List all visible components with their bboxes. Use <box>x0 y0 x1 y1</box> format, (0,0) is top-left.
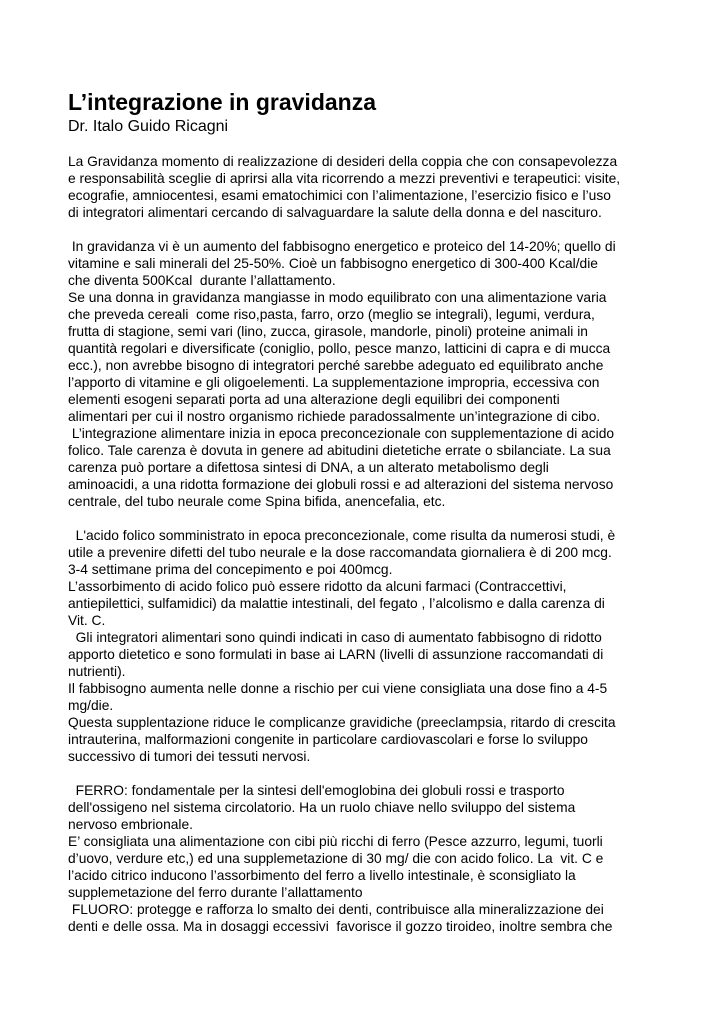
paragraph <box>68 238 668 510</box>
document-body <box>68 153 668 935</box>
text-line: FERRO: fondamentale per la sintesi dell'emoglobina dei globuli rossi e trasporto <box>68 783 565 798</box>
text-line: aminoacidi, a una ridotta formazione dei globuli rossi e ad alterazioni del sistema nervoso <box>68 477 614 492</box>
text-line: denti e delle ossa. Ma in dosaggi eccessivi favorisce il gozzo tiroideo, inoltre sembra che <box>68 919 613 934</box>
paragraph <box>68 153 668 221</box>
text-line: che preveda cereali come riso,pasta, farro, orzo (meglio se integrali), legumi, verdura, <box>68 307 595 322</box>
text-line: E’ consigliata una alimentazione con cibi più ricchi di ferro (Pesce azzurro, legumi, tuorli <box>68 834 603 849</box>
text-line: supplemetazione del ferro durante l’allattamento <box>68 885 363 900</box>
text-line: L'acido folico somministrato in epoca preconcezionale, come risulta da numerosi studi, è <box>68 528 616 543</box>
text-line: antiepilettici, sulfamidici) da malattie intestinali, del fegato , l’alcolismo e dalla carenza di <box>68 596 605 611</box>
text-line: d’uovo, verdure etc,) ed una supplemetazione di 30 mg/ die con acido folico. La vit. C e <box>68 851 604 866</box>
text-line: nervoso embrionale. <box>68 817 194 832</box>
text-line: che diventa 500Kcal durante l’allattamento. <box>68 273 336 288</box>
text-line: l’acido citrico inducono l’assorbimento del ferro a livello intestinale, è sconsigliato la <box>68 868 576 883</box>
text-line: di integratori alimentari cercando di salvaguardare la salute della donna e del nascituro. <box>68 205 602 220</box>
text-line: alimentari per cui il nostro organismo richiede paradossalmente un’integrazione di cibo. <box>68 409 601 424</box>
paragraph-spacer <box>68 765 668 782</box>
text-line: successivo di tumori dei tessuti nervosi. <box>68 749 311 764</box>
text-line: dell'ossigeno nel sistema circolatorio. Ha un ruolo chiave nello sviluppo del sistema <box>68 800 576 815</box>
text-line: nutrienti). <box>68 664 126 679</box>
paragraph-spacer <box>68 221 668 238</box>
text-line: frutta di stagione, semi vari (lino, zucca, girasole, mandorle, pinoli) proteine animali in <box>68 324 588 339</box>
text-line: apporto dietetico e sono formulati in base ai LARN (livelli di assunzione raccomandati di <box>68 647 604 662</box>
text-line: 3-4 settimane prima del concepimento e poi 400mcg. <box>68 562 393 577</box>
text-line: Gli integratori alimentari sono quindi indicati in caso di aumentato fabbisogno di ridotto <box>68 630 602 645</box>
paragraph <box>68 782 668 935</box>
text-line: Questa supplentazione riduce le complicanze gravidiche (preeclampsia, ritardo di crescita <box>68 715 616 730</box>
text-line: L’assorbimento di acido folico può essere ridotto da alcuni farmaci (Contraccettivi, <box>68 579 567 594</box>
text-line: carenza può portare a difettosa sintesi di DNA, a un alterato metabolismo degli <box>68 460 549 475</box>
text-line: folico. Tale carenza è dovuta in genere ad abitudini dietetiche errate o sbilanciate. La sua <box>68 443 611 458</box>
document-title: L’integrazione in gravidanza <box>68 89 377 115</box>
text-line: ecografie, amniocentesi, esami ematochimici con l’alimentazione, l’esercizio fisico e l’uso <box>68 188 611 203</box>
text-line: elementi esogeni separati porta ad una alterazione degli equilibri dei componenti <box>68 392 560 407</box>
text-line: Vit. C. <box>68 613 106 628</box>
text-line: ecc.), non avrebbe bisogno di integratori perché sarebbe adeguato ed equilibrato anche <box>68 358 604 373</box>
document-author: Dr. Italo Guido Ricagni <box>68 118 229 135</box>
text-line: e responsabilità sceglie di aprirsi alla vita ricorrendo a mezzi preventivi e terapeutici: visite, <box>68 171 621 186</box>
text-line: l’apporto di vitamine e gli oligoelementi. La supplementazione impropria, eccessiva con <box>68 375 600 390</box>
text-line: L’integrazione alimentare inizia in epoca preconcezionale con supplementazione di acido <box>68 426 615 441</box>
text-line: quantità regolari e diversificate (coniglio, pollo, pesce manzo, latticini di capra e di mucca <box>68 341 611 356</box>
text-line: intrauterina, malformazioni congenite in particolare cardiovascolari e forse lo sviluppo <box>68 732 588 747</box>
text-line: centrale, del tubo neurale come Spina bifida, anencefalia, etc. <box>68 494 446 509</box>
text-line: vitamine e sali minerali del 25-50%. Cioè un fabbisogno energetico di 300-400 Kcal/die <box>68 256 598 271</box>
text-line: Se una donna in gravidanza mangiasse in modo equilibrato con una alimentazione varia <box>68 290 607 305</box>
text-line: La Gravidanza momento di realizzazione di desideri della coppia che con consapevolezza <box>68 154 618 169</box>
text-line: mg/die. <box>68 698 114 713</box>
text-line: utile a prevenire difetti del tubo neurale e la dose raccomandata giornaliera è di 200 mcg. <box>68 545 612 560</box>
text-line: Il fabbisogno aumenta nelle donne a rischio per cui viene consigliata una dose fino a 4-5 <box>68 681 608 696</box>
text-line: FLUORO: protegge e rafforza lo smalto dei denti, contribuisce alla mineralizzazione dei <box>68 902 604 917</box>
text-line: In gravidanza vi è un aumento del fabbisogno energetico e proteico del 14-20%; quello di <box>68 239 616 254</box>
paragraph-spacer <box>68 510 668 527</box>
paragraph <box>68 527 668 765</box>
